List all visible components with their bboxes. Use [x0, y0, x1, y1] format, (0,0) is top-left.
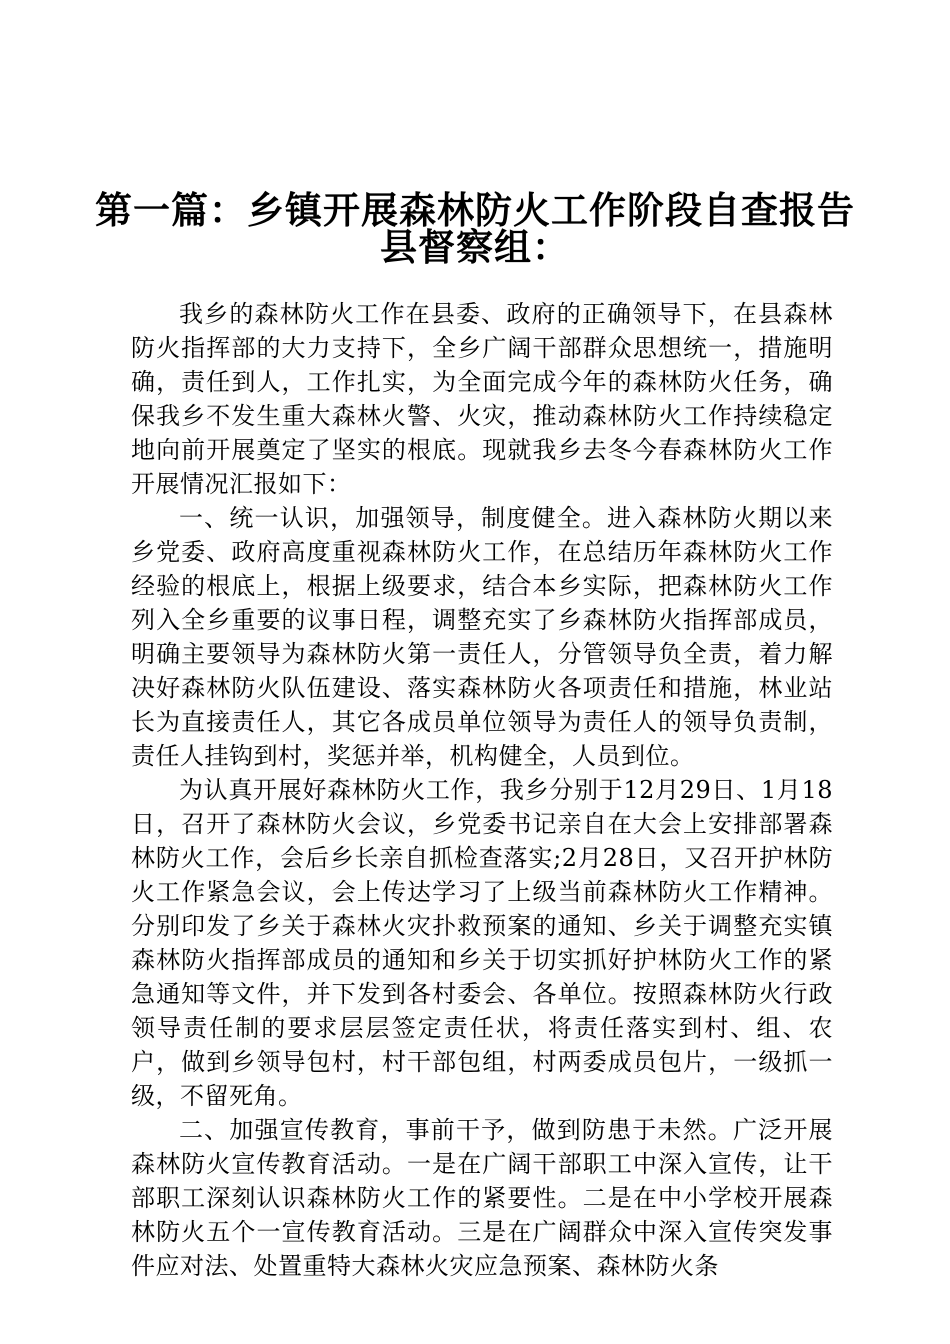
- document-title: 第一篇：乡镇开展森林防火工作阶段自查报告: [95, 188, 855, 232]
- document-body: [131, 297, 833, 1283]
- paragraph-intro: 我乡的森林防火工作在县委、政府的正确领导下，在县森林防火指挥部的大力支持下，全乡广阔干部群众思想统一，措施明确，责任到人，工作扎实，为全面完成今年的森林防火任务，确保我乡不发生重大森林火警、火灾，推动森林防火工作持续稳定地向前开展奠定了坚实的根底。现就我乡去冬今春森林防火工作开展情况汇报如下：: [131, 300, 833, 498]
- salutation: 县督察组：: [380, 225, 570, 269]
- paragraph-meetings: 为认真开展好森林防火工作，我乡分别于12月29日、1月18日，召开了森林防火会议，乡党委书记亲自在大会上安排部署森林防火工作，会后乡长亲自抓检查落实;2月28日，又召开护林防火工作紧急会议，会上传达学习了上级当前森林防火工作精神。分别印发了乡关于森林火灾扑救预案的通知、乡关于调整充实镇森林防火指挥部成员的通知和乡关于切实抓好护林防火工作的紧急通知等文件，并下发到各村委会、各单位。按照森林防火行政领导责任制的要求层层签定责任状，将责任落实到村、组、农户，做到乡领导包村，村干部包组，村两委成员包片，一级抓一级，不留死角。: [131, 776, 833, 1110]
- paragraph-section-2: 二、加强宣传教育，事前干予，做到防患于未然。广泛开展森林防火宣传教育活动。一是在广阔干部职工中深入宣传，让干部职工深刻认识森林防火工作的紧要性。二是在中小学校开展森林防火五个一宣传教育活动。三是在广阔群众中深入宣传突发事件应对法、处置重特大森林火灾应急预案、森林防火条: [131, 1116, 833, 1280]
- paragraph-section-1: 一、统一认识，加强领导，制度健全。进入森林防火期以来乡党委、政府高度重视森林防火工作，在总结历年森林防火工作经验的根底上，根据上级要求，结合本乡实际，把森林防火工作列入全乡重要的议事日程，调整充实了乡森林防火指挥部成员，明确主要领导为森林防火第一责任人，分管领导负全责，着力解决好森林防火队伍建设、落实森林防火各项责任和措施，林业站长为直接责任人，其它各成员单位领导为责任人的领导负责制，责任人挂钩到村，奖惩并举，机构健全，人员到位。: [131, 504, 833, 770]
